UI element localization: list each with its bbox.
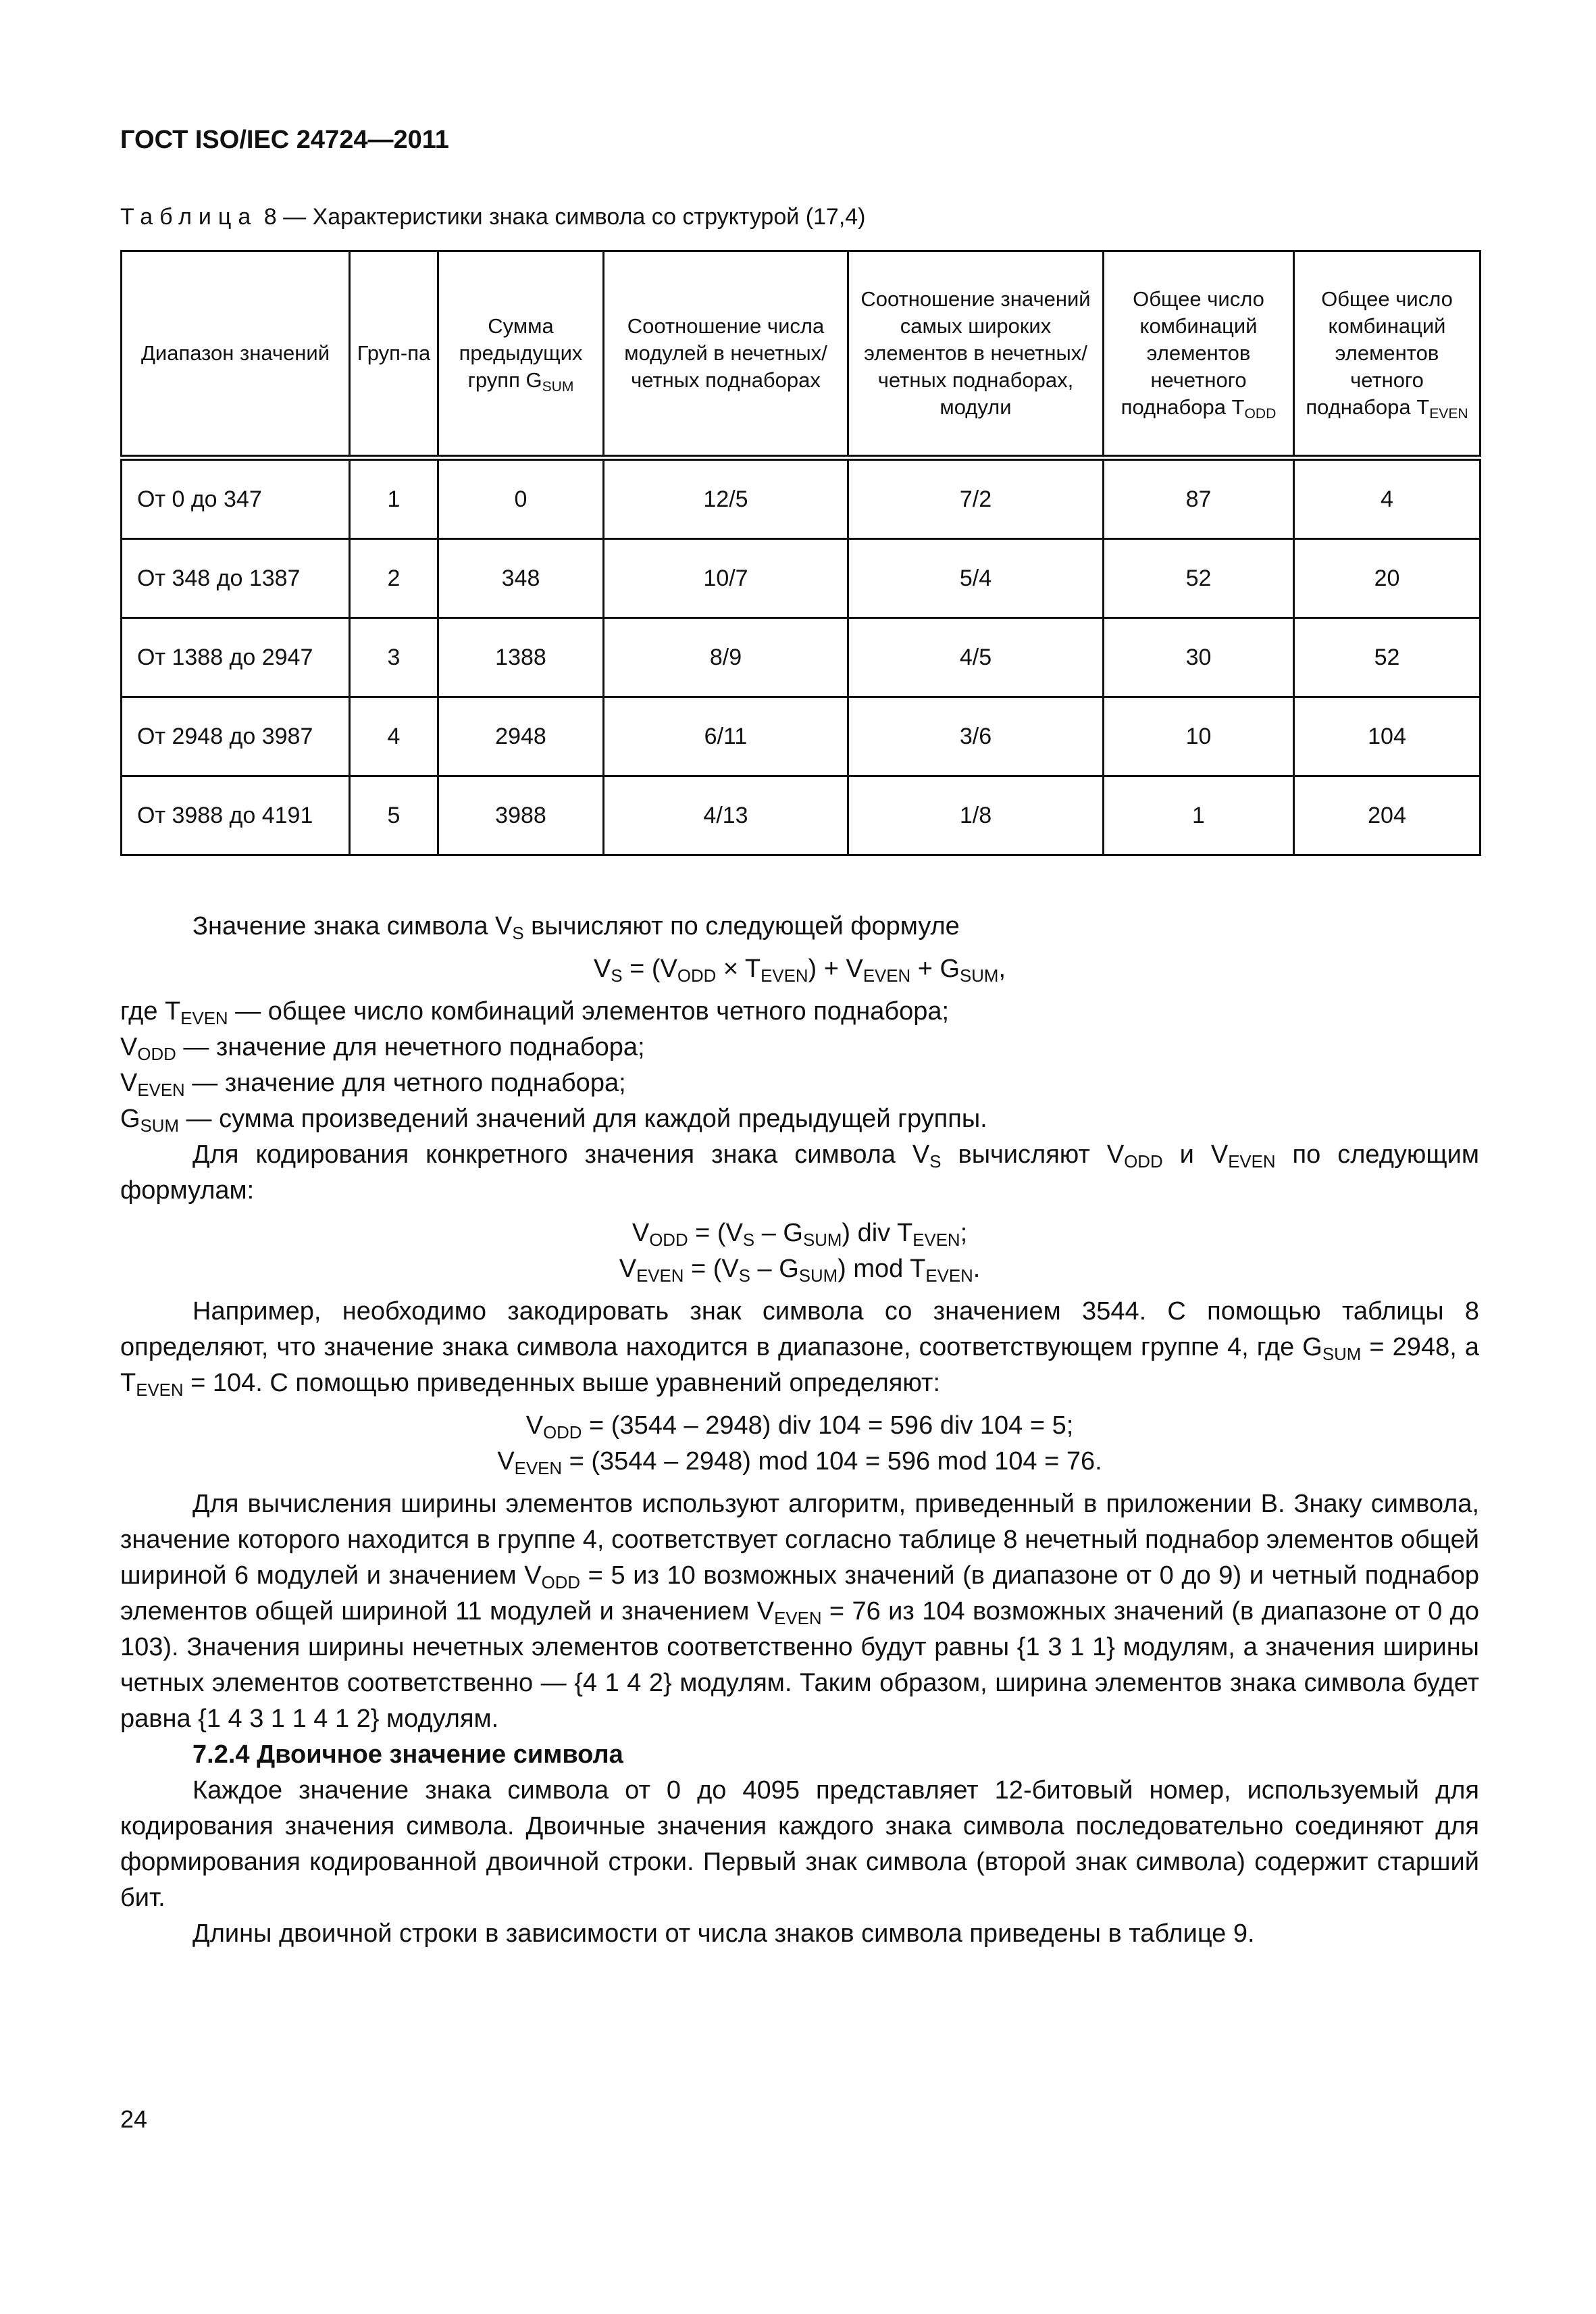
where-veven: $V_{EVEN}$ — значение для четного поднабора; (120, 1069, 626, 1101)
table-header-text: Сумма предыдущих групп G (459, 314, 583, 392)
table-header-cell (1104, 251, 1294, 458)
table-cell: 4 (350, 697, 438, 776)
table-row (122, 458, 1481, 539)
table-caption-text: 8 — Характеристики знака символа со структурой (17,4) (263, 204, 866, 230)
table-row (122, 539, 1481, 618)
body-text (120, 909, 1479, 1952)
table-header-sub: EVEN (1429, 405, 1468, 422)
table-cell: 2 (350, 539, 438, 618)
page-number: 24 (120, 2105, 148, 2133)
table-cell: 5/4 (848, 539, 1104, 618)
formula-vs: $V_S = (V_{ODD} \times T_{EVEN}) + V_{EVEN} + G_{SUM}$, (594, 955, 1006, 986)
table-header-cell (1294, 251, 1481, 458)
table-cell: 6/11 (604, 697, 848, 776)
table-cell: 20 (1294, 539, 1481, 618)
where-teven: где $T_{EVEN}$ — общее число комбинаций элементов четного поднабора; (120, 997, 950, 1029)
table-cell: 87 (1104, 458, 1294, 539)
table-cell: От 0 до 347 (122, 458, 350, 539)
paragraph-widths: Для вычисления ширины элементов используют алгоритм, приведенный в приложении В. Знаку символа, значение которого находится в группе 4, соответствует согласно таблице 8 нечетный поднабор элементов общей шириной 6 модулей и значением $V_{ODD} = 5$ из 10 возможных значений (в диапазоне от 0 до 9) и четный поднабор элементов общей шириной 11 модулей и значением $V_{EVEN} = 76$ из 104 возможных значений (в диапазоне от 0 до 103). Значения ширины нечетных элементов соответственно будут равны {1 3 1 1} модулям, а значения ширины четных элементов соответственно — {4 1 4 2} модулям. Таким образом, ширина элементов знака символа будет равна {1 4 3 1 1 4 1 2} модулям. (120, 1490, 1479, 1733)
table-header-sub: SUM (542, 378, 574, 395)
table-cell: 12/5 (604, 458, 848, 539)
table-cell: 1/8 (848, 776, 1104, 855)
table-cell: 8/9 (604, 618, 848, 697)
table-row (122, 618, 1481, 697)
table-cell: 52 (1294, 618, 1481, 697)
table-cell: 10 (1104, 697, 1294, 776)
table-caption-prefix: Таблица (120, 204, 258, 230)
table-cell: 2948 (438, 697, 604, 776)
formula-example-veven: $V_{EVEN} = (3544 - 2948)$ mod 104 = 596 mod 104 = 76. (497, 1447, 1102, 1479)
table-cell: 30 (1104, 618, 1294, 697)
table-header-cell (122, 251, 350, 458)
table-cell: От 348 до 1387 (122, 539, 350, 618)
table-header-text: Диапазон значений (140, 341, 330, 365)
table-cell: 7/2 (848, 458, 1104, 539)
table-cell: 5 (350, 776, 438, 855)
table-cell: От 3988 до 4191 (122, 776, 350, 855)
table-header-text: Общее число комбинаций элементов четного поднабора T (1306, 287, 1453, 419)
table-header-text: Общее число комбинаций элементов нечетного поднабора T (1121, 287, 1264, 419)
table-header-sub: ODD (1244, 405, 1277, 422)
formula-veven: $V_{EVEN} = (V_S - G_{SUM})$ mod $T_{EVEN}$. (619, 1255, 981, 1286)
table-header-text: Соотношение числа модулей в нечетных/четных поднаборах (624, 314, 827, 392)
table-cell: 3/6 (848, 697, 1104, 776)
table-cell: От 2948 до 3987 (122, 697, 350, 776)
table-row (122, 697, 1481, 776)
table-cell: 204 (1294, 776, 1481, 855)
table-cell: 104 (1294, 697, 1481, 776)
table-cell: 3 (350, 618, 438, 697)
paragraph-intro-end: вычисляют по следующей формуле (523, 912, 960, 940)
paragraph-intro-text: Значение знака символа V (192, 912, 513, 940)
paragraph-encoding: Для кодирования конкретного значения знака символа $V_S$ вычисляют $V_{ODD}$ и $V_{EVEN}$ по следующим формулам: (120, 1140, 1479, 1205)
table-cell: 1 (350, 458, 438, 539)
table-cell: 3988 (438, 776, 604, 855)
table-cell: 1388 (438, 618, 604, 697)
table-caption (120, 204, 866, 230)
table-row (122, 776, 1481, 855)
table-cell: 0 (438, 458, 604, 539)
table-cell: От 1388 до 2947 (122, 618, 350, 697)
paragraph-intro-sub: S (512, 924, 524, 944)
paragraph-lengths: Длины двоичной строки в зависимости от числа знаков символа приведены в таблице 9. (192, 1919, 1255, 1948)
table-cell: 4/13 (604, 776, 848, 855)
formula-example-vodd: $V_{ODD} = (3544 - 2948)$ div 104 = 596 div 104 = 5; (525, 1411, 1074, 1443)
characteristics-table (120, 250, 1481, 856)
table-header-cell (604, 251, 848, 458)
table-cell: 10/7 (604, 539, 848, 618)
table-header-text: Груп-па (357, 341, 431, 365)
table-header-cell (848, 251, 1104, 458)
formula-vodd: $V_{ODD} = (V_S - G_{SUM})$ div $T_{EVEN}$; (632, 1219, 968, 1251)
paragraph-intro (120, 909, 1479, 945)
where-gsum: $G_{SUM}$ — сумма произведений значений для каждой предыдущей группы. (120, 1105, 987, 1136)
paragraph-binary: Каждое значение знака символа от 0 до 4095 представляет 12-битовый номер, используемый для кодирования значения символа. Двоичные значения каждого знака символа последовательно соединяют для формирования кодированной двоичной строки. Первый знак символа (второй знак символа) содержит старший бит. (120, 1776, 1479, 1912)
table-body (122, 458, 1481, 855)
table-cell: 4/5 (848, 618, 1104, 697)
table-cell: 1 (1104, 776, 1294, 855)
table-header-text: Соотношение значений самых широких элементов в нечетных/четных поднаборах, модули (860, 287, 1091, 419)
section-heading: 7.2.4 Двоичное значение символа (192, 1740, 623, 1769)
table-cell: 348 (438, 539, 604, 618)
table-cell: 52 (1104, 539, 1294, 618)
table-header-row (122, 251, 1481, 458)
paragraph-example: Например, необходимо закодировать знак символа со значением 3544. С помощью таблицы 8 определяют, что значение знака символа находится в диапазоне, соответствующем группе 4, где $G_{SUM} = 2948$, а $T_{EVEN} = 104$. С помощью приведенных выше уравнений определяют: (120, 1297, 1480, 1401)
table-cell: 4 (1294, 458, 1481, 539)
where-vodd: $V_{ODD}$ — значение для нечетного поднабора; (120, 1033, 645, 1065)
table-header-cell (438, 251, 604, 458)
document-header: ГОСТ ISO/IEC 24724—2011 (120, 126, 449, 154)
table-header-cell (350, 251, 438, 458)
